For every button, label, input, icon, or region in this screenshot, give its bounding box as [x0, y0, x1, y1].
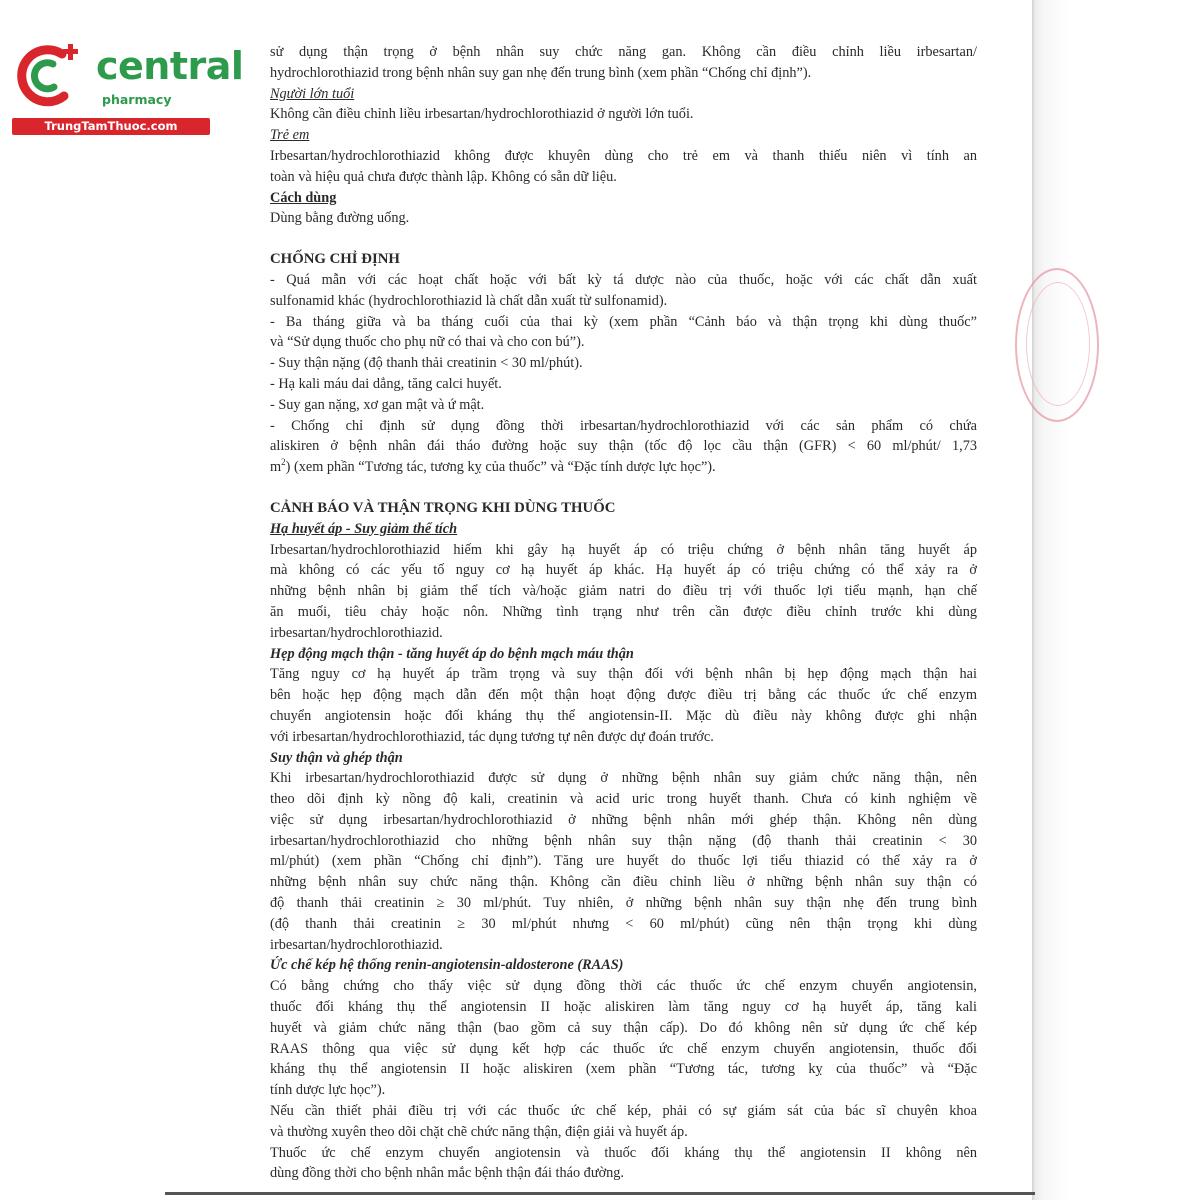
- subsection-elderly: Người lớn tuổi: [270, 85, 355, 102]
- text-line: Không cần điều chỉnh liều irbesartan/hydrochlorothiazid ở người lớn tuổi.: [270, 106, 694, 123]
- text-line: tính dược lực học”).: [270, 1082, 386, 1099]
- text-line: Thuốc ức chế enzym chuyển angiotensin và thuốc đối kháng thụ thể angiotensin II không nên: [270, 1144, 977, 1161]
- pharmacy-logo-icon: [12, 40, 92, 110]
- text-line: - Suy thận nặng (độ thanh thải creatinin < 30 ml/phút).: [270, 355, 583, 372]
- text-line: thuốc đối kháng thụ thể angiotensin II hoặc aliskiren làm tăng nguy cơ hạ huyết áp, tăng kali: [270, 999, 977, 1016]
- text-line: RAAS thông qua việc sử dụng kết hợp các thuốc ức chế enzym chuyển angiotensin, thuốc đối: [270, 1040, 977, 1057]
- brand-name: central: [96, 44, 244, 88]
- page-edge-shadow: [1032, 0, 1200, 1200]
- text-line: Nếu cần thiết phải điều trị với các thuốc ức chế kép, phải có sự giám sát của bác sĩ chuyên khoa: [270, 1103, 977, 1120]
- text-line: - Quá mẫn với các hoạt chất hoặc với bất kỳ tá dược nào của thuốc, hoặc với các chất dẫn xuất: [270, 271, 977, 288]
- section-title-warnings: CẢNH BÁO VÀ THẬN TRỌNG KHI DÙNG THUỐC: [270, 499, 616, 516]
- text-line: - Ba tháng giữa và ba tháng cuối của thai kỳ (xem phần “Cảnh báo và thận trọng khi dùng thuốc”: [270, 313, 977, 330]
- text-line: sulfonamid khác (hydrochlorothiazid là chất dẫn xuất từ sulfonamid).: [270, 292, 668, 309]
- text-line: Có bằng chứng cho thấy việc sử dụng đồng thời các thuốc ức chế enzym chuyển angiotensin,: [270, 978, 977, 995]
- text-line: irbesartan/hydrochlorothiazid.: [270, 624, 443, 641]
- brand-logo[interactable]: [12, 40, 244, 140]
- text-line: dùng đồng thời cho bệnh nhân mắc bệnh thận đái tháo đường.: [270, 1165, 625, 1182]
- text-line: (độ thanh thải creatinin ≥ 30 ml/phút nhưng < 60 ml/phút) cũng nên thận trọng khi dùng: [270, 915, 977, 932]
- text-line: Dùng bằng đường uống.: [270, 210, 410, 227]
- text-line: kháng thụ thể angiotensin II hoặc aliskiren (xem phần “Tương tác, tương kỵ của thuốc” và “Đặc: [270, 1061, 977, 1078]
- text-line: những bệnh nhân suy chức năng thận. Không cần điều chỉnh liều ở những bệnh nhân suy thận có: [270, 874, 977, 891]
- document-body: [270, 42, 977, 1184]
- text-line: Irbesartan/hydrochlorothiazid hiếm khi gây hạ huyết áp có triệu chứng ở bệnh nhân tăng huyết áp: [270, 541, 977, 558]
- text-line: và thường xuyên theo dõi chặt chẽ chức năng thận, điện giải và huyết áp.: [270, 1123, 688, 1140]
- text-line: - Suy gan nặng, xơ gan mật và ứ mật.: [270, 396, 485, 413]
- text-line: hydrochlorothiazid trong bệnh nhân suy gan nhẹ đến trung bình (xem phần “Chống chỉ định”).: [270, 64, 812, 81]
- stamp-seal-inner: [1026, 282, 1090, 406]
- text-line: việc sử dụng irbesartan/hydrochlorothiazid ở những bệnh nhân mới ghép thận. Không nên dùng: [270, 811, 977, 828]
- subsection-raas: Ức chế kép hệ thống renin-angiotensin-aldosterone (RAAS): [270, 957, 624, 974]
- text-line: những bệnh nhân bị giảm thể tích và/hoặc giảm natri do điều trị với thuốc lợi tiểu mạnh, hạn chế: [270, 583, 977, 600]
- text-line: và “Sử dụng thuốc cho phụ nữ có thai và cho con bú”).: [270, 334, 585, 351]
- subsection-renal-artery-stenosis: Hẹp động mạch thận - tăng huyết áp do bệnh mạch máu thận: [270, 645, 634, 662]
- bottom-rule: [165, 1192, 1035, 1195]
- subsection-renal-impairment: Suy thận và ghép thận: [270, 749, 403, 766]
- text-line: Tăng nguy cơ hạ huyết áp trầm trọng và suy thận đối với bệnh nhân bị hẹp động mạch thận hai: [270, 666, 977, 683]
- text-line: ăn muối, tiêu chảy hoặc nôn. Những tình trạng như trên cần được điều chỉnh trước khi dùng: [270, 603, 977, 620]
- text-line: mà không có các yếu tố nguy cơ hạ huyết áp khác. Hạ huyết áp có triệu chứng có thể xảy ra ở: [270, 562, 977, 579]
- text-line: $m^2$) (xem phần “Tương tác, tương kỵ của thuốc” và “Đặc tính dược lực học”).: [270, 457, 716, 476]
- text-line: bên hoặc hẹp động mạch dẫn đến một thận hoạt động được điều trị bằng các thuốc ức chế enzym: [270, 687, 977, 704]
- text-line: theo dõi định kỳ nồng độ kali, creatinin và acid uric trong huyết thanh. Chưa có kinh nghiệm về: [270, 791, 977, 808]
- section-title-contraindications: CHỐNG CHỈ ĐỊNH: [270, 251, 400, 268]
- text-line: độ thanh thải creatinin ≥ 30 ml/phút. Tuy nhiên, ở những bệnh nhân suy thận nhẹ đến trung bình: [270, 895, 977, 912]
- text-line: - Chống chỉ định sử dụng đồng thời irbesartan/hydrochlorothiazid với các sản phẩm có chứa: [270, 417, 977, 434]
- text-line: với irbesartan/hydrochlorothiazid, tác dụng tương tự nên được dự đoán trước.: [270, 728, 714, 745]
- text-line: irbesartan/hydrochlorothiazid cho những bệnh nhân suy thận nặng (độ thanh thải creatinin < 30: [270, 832, 977, 849]
- text-line: aliskiren ở bệnh nhân đái tháo đường hoặc suy thận (tốc độ lọc cầu thận (GFR) < 60 ml/phút/ 1,73: [270, 438, 977, 455]
- subsection-children: Trẻ em: [270, 127, 310, 144]
- text-line: ml/phút) (xem phần “Chống chỉ định”). Tăng ure huyết do thuốc lợi tiểu thiazid có thể xảy ra ở: [270, 853, 977, 870]
- brand-site-link[interactable]: TrungTamThuoc.com: [12, 118, 210, 135]
- text-line: toàn và hiệu quả chưa được thành lập. Không có sẵn dữ liệu.: [270, 168, 617, 185]
- text-line: sử dụng thận trọng ở bệnh nhân suy chức năng gan. Không cần điều chỉnh liều irbesartan/: [270, 44, 977, 60]
- text-line: irbesartan/hydrochlorothiazid.: [270, 936, 443, 953]
- text-line: chuyển angiotensin hoặc đối kháng thụ thể angiotensin-II. Mặc dù điều này không được ghi nhận: [270, 707, 977, 724]
- subsection-administration: Cách dùng: [270, 189, 337, 206]
- brand-sub: pharmacy: [102, 92, 172, 107]
- text-line: - Hạ kali máu dai dẳng, tăng calci huyết.: [270, 375, 502, 392]
- text-line: Khi irbesartan/hydrochlorothiazid được sử dụng ở những bệnh nhân suy giảm chức năng thận, nên: [270, 770, 977, 787]
- text-line: Irbesartan/hydrochlorothiazid không được khuyên dùng cho trẻ em và thanh thiếu niên vì tính an: [270, 147, 977, 164]
- text-line: huyết và giảm chức năng thận (bao gồm cả suy thận cấp). Do đó không nên sử dụng ức chế kép: [270, 1019, 977, 1036]
- subsection-hypotension: Hạ huyết áp - Suy giảm thể tích: [270, 520, 458, 537]
